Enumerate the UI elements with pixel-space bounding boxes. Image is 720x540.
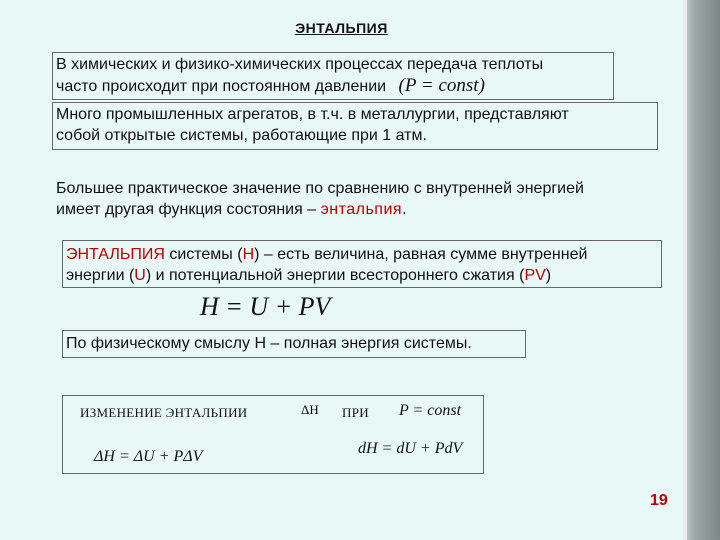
enthalpy-change-label: ИЗМЕНЕНИЕ ЭНТАЛЬПИИ <box>80 405 248 420</box>
text: ) – есть величина, равная сумме внутренней <box>254 246 588 263</box>
line <box>66 265 587 286</box>
text: ) <box>545 267 552 284</box>
line-text: имеет другая функция состояния – <box>56 201 321 218</box>
at-label: ПРИ <box>342 405 369 420</box>
symbol-h: H <box>242 246 255 263</box>
line: Большее практическое значение по сравнению с внутренней энергией <box>56 180 584 197</box>
line-text: часто происходит при постоянном давлении <box>56 78 387 95</box>
text: энергии ( <box>66 267 135 284</box>
period: . <box>402 201 407 218</box>
line: Много промышленных агрегатов, в т.ч. в металлургии, представляют <box>56 106 569 123</box>
text: ) и потенциальной энергии всестороннего сжатия ( <box>145 267 525 284</box>
right-decorative-bar <box>683 0 720 540</box>
condition-p-const: P = const <box>399 402 462 419</box>
paragraph-state-function <box>56 178 584 220</box>
definition-text <box>66 244 587 286</box>
page-title: ЭНТАЛЬПИЯ <box>295 20 388 36</box>
line <box>56 75 543 97</box>
physical-meaning-text: По физическому смыслу Н – полная энергия системы. <box>66 335 472 352</box>
line <box>56 199 584 220</box>
formula-delta-h: ΔH = ΔU + PΔV <box>94 448 203 465</box>
line: собой открытые системы, работающие при 1 атм. <box>56 127 427 144</box>
symbol-pv: PV <box>524 267 546 284</box>
page-number: 19 <box>650 492 668 509</box>
text: системы ( <box>164 246 243 263</box>
formula-p-const: (P = const) <box>398 75 485 96</box>
formula-dh: dH = dU + PdV <box>358 440 463 457</box>
symbol-u: U <box>134 267 146 284</box>
delta-h-symbol: ΔH <box>301 402 319 417</box>
highlight-enthalpy: энтальпия <box>320 201 403 218</box>
line <box>66 244 587 265</box>
line: В химических и физико-химических процессах передача теплоты <box>56 56 544 73</box>
paragraph-constant-pressure <box>56 54 543 97</box>
definition-term: ЭНТАЛЬПИЯ <box>66 246 165 263</box>
paragraph-open-systems <box>56 104 569 146</box>
formula-h-equals-u-plus-pv: H = U + PV <box>200 292 331 321</box>
